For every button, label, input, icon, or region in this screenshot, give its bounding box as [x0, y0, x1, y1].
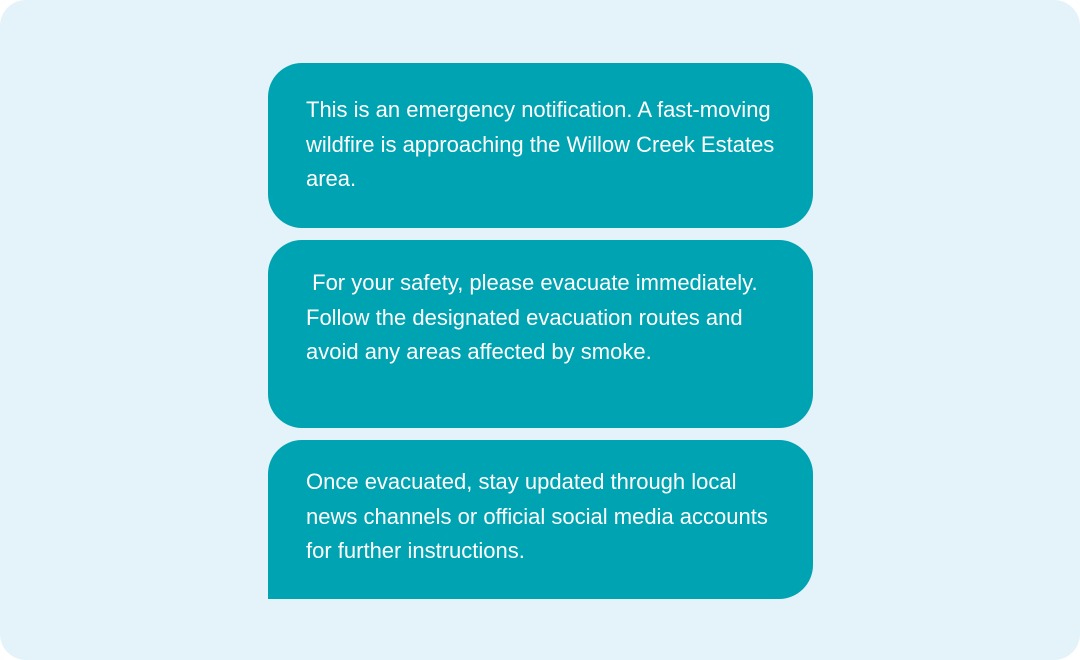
- message-text: Once evacuated, stay updated through local news channels or official social media accounts for further instructions.: [306, 469, 774, 563]
- message-text: For your safety, please evacuate immediately. Follow the designated evacuation routes and avoid any areas affected by smoke.: [306, 270, 764, 364]
- message-bubble: [268, 240, 813, 428]
- message-bubble: [268, 440, 813, 599]
- message-text: This is an emergency notification. A fast-moving wildfire is approaching the Willow Creek Estates area.: [306, 97, 781, 191]
- message-bubble: [268, 63, 813, 228]
